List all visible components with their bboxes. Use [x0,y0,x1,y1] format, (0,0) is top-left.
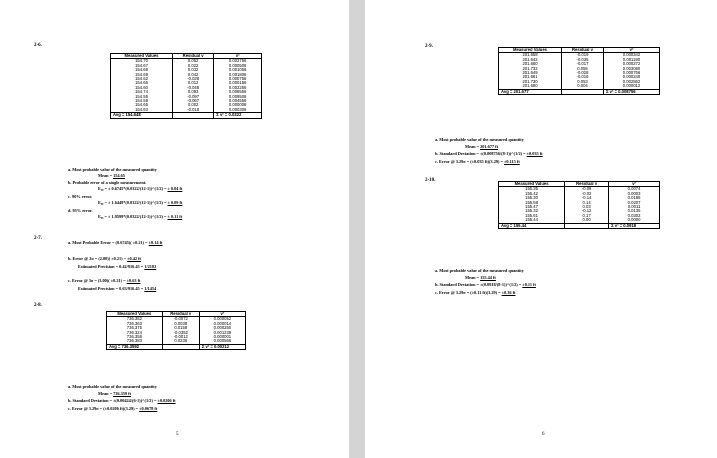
blank-cell [565,223,609,228]
table-cell: 154.62 [111,77,173,81]
line-answer: ± 0.04 ft [167,186,183,191]
table-cell: -0.12 [565,209,609,213]
table-cell: 0.0135 [609,209,660,213]
line-answer: ±0.115 ft [504,159,520,164]
line-answer: 1/1454 [144,286,157,291]
solution-line [68,240,162,245]
table-cell: 0.001190 [603,58,659,62]
table-cell: 0.000240 [603,75,659,79]
table-cell: -0.016 [562,75,604,79]
line-text: b. Standard Deviation = ±(0.00424/(6-1))^(1/2) = [68,398,158,403]
table-cell: 0.022 [173,64,214,68]
sum-cell: Σ v² = 0.008756 [603,89,659,94]
table-cell: 0.093 [173,90,214,94]
table-cell: 0.001806 [214,73,262,77]
table-cell: 0.0186 [609,196,660,200]
problem-number: 2-6. [34,43,42,48]
table-cell: 0.009506 [214,95,262,99]
line-answer: 736.359 ft [113,391,132,396]
table-cell: -0.035 [562,58,604,62]
solution-line [435,268,524,273]
table-cell: 155.44 [499,218,565,223]
table-cell: -0.0352 [162,331,199,335]
table-cell: 0.055 [562,67,604,71]
line-text: a. Most probable value of the measured quantity [435,268,524,273]
table-cell: -0.028 [173,77,214,81]
table-cell: 155.47 [499,205,565,209]
problem-number: 2-7. [34,236,42,241]
line-text: c. Error @ 3.29σ = (±0.035 ft)(3.29) = [435,159,505,164]
data-table [106,311,246,350]
table-cell: 0.000272 [603,62,659,66]
table-cell: 736.375 [107,326,163,330]
table-cell: -0.14 [565,196,609,200]
table-cell: 154.58 [111,99,173,103]
data-table [498,181,660,229]
table-cell: 154.69 [111,73,173,77]
line-answer: ±0.42 ft [127,256,141,261]
table-cell: 0.0038 [162,322,199,326]
table-cell: 201.642 [499,58,562,62]
table-cell: 155.32 [499,209,565,213]
table-cell: 0.0238 [162,339,199,344]
line-answer: ±0.14 ft [148,240,163,245]
table-cell: 154.55 [111,95,173,99]
table-cell: 0.000052 [199,317,245,322]
table-cell: 155.58 [499,201,565,205]
solution-line [465,144,498,149]
line-text: b. Error @ 2σ = (2.00)( ±0.21) = [68,256,128,261]
line-answer: 201.677 ft [480,144,499,149]
table-cell: 736.352 [107,317,163,322]
table-cell: 154.70 [111,59,173,64]
solution-line [98,391,131,396]
table-cell: -0.019 [562,53,604,58]
line-answer: ±0.035 ft [526,151,543,156]
table-cell: 201.730 [499,80,562,84]
solution-line [68,406,157,411]
table-cell: 736.383 [107,339,163,344]
table-cell: 0.002756 [214,59,262,64]
table-cell: 201.661 [499,75,562,79]
column-header: v² [214,54,262,59]
table-cell: 0.0000 [609,218,660,223]
solution-line [435,159,520,164]
summary-row [499,89,660,94]
table-cell: 0.0302 [609,214,660,218]
line-answer: ± 0.09 ft [167,200,183,205]
solution-line [435,282,536,287]
table-cell: 154.68 [111,68,173,72]
table-cell: 0.03 [565,205,609,209]
solution-line [68,167,157,172]
data-table [110,53,262,119]
solution-line [98,173,125,178]
table-cell: 0.004 [562,84,604,89]
data-table [498,47,660,95]
table-cell: 0.052 [173,59,214,64]
line-text: Mean = [98,173,114,178]
line-answer: ±0.63 ft [126,278,141,283]
solution-line [435,290,515,295]
solution-line [435,151,543,156]
table-cell: 0.0011 [609,205,660,209]
table-cell: 0.00 [565,218,609,223]
problem-number: 2-9. [425,44,433,49]
line-text: c. 90% error. [68,194,93,199]
column-header: Residual v [565,182,609,187]
line-text: a. Most probable value of the measured quantity [68,167,157,172]
table-cell: -0.0012 [162,335,199,339]
solution-line [98,214,182,219]
line-text: b. Standard Deviation = ±(0.0918/(8-1))^(1/2) = [435,282,523,287]
line-answer: ± 0.11 ft [167,214,183,219]
table-cell: -0.097 [173,95,214,99]
column-header: Residual v [562,48,604,53]
table-cell: 0.17 [565,214,609,218]
line-text: Estimated Precision = 0.42/916.45 = [78,264,145,269]
solution-line [68,384,157,389]
column-header: v² [603,48,659,53]
line-text: a. Most probable value of the measured quantity [68,384,157,389]
solution-line [68,208,93,213]
table-cell: 201.660 [499,62,562,66]
table-cell: 0.000756 [603,71,659,75]
solution-line [68,278,140,283]
table-cell: 155.35 [499,187,565,192]
table-cell: 0.0207 [609,201,660,205]
table-cell: 154.74 [111,90,173,94]
table-cell: 0.000566 [199,339,245,344]
table-cell: -0.017 [562,62,604,66]
table-cell: 0.042 [173,73,214,77]
table-cell: 155.30 [499,196,565,200]
table-cell: 0.000250 [199,326,245,330]
average-cell: Avg = 155.44 [499,223,565,228]
solution-line [68,180,146,185]
line-text: c. Error @ 3.29σ = (±0.11 ft)(3.29) = [435,290,502,295]
line-text: Mean = [98,391,114,396]
average-cell: Avg = 201.677 [499,89,562,94]
table-cell: -0.0072 [162,317,199,322]
page-number: 5 [176,432,179,437]
page-left [0,0,349,458]
table-cell: 736.358 [107,335,163,339]
line-answer: ±0.11 ft [522,282,536,287]
table-cell: 154.63 [111,108,173,113]
line-text: d. 95% error. [68,208,93,213]
table-cell: -0.09 [565,187,609,192]
table-cell: 0.053 [562,80,604,84]
line-text: Estimated Precision = 0.63/916.45 = [78,286,145,291]
table-cell: 0.0158 [162,326,199,330]
line-text: b. Standard Deviation = ±(0.008756/(8-1))^(1/2) = [435,151,527,156]
solution-line [435,137,524,142]
table-cell: -0.02 [565,192,609,196]
table-cell: 0.000006 [214,103,262,107]
blank-cell [562,89,604,94]
line-text: b. Probable error of a single measurement. [68,180,147,185]
line-text: Mean = [465,275,481,280]
table-cell: 0.000014 [199,322,245,326]
table-cell: 201.649 [499,71,562,75]
table-cell: 736.363 [107,322,163,326]
sum-cell: Σ v² = 0.00212 [199,344,245,349]
average-cell: Avg = 154.648 [111,113,173,118]
table-cell: 0.000012 [603,84,659,89]
table-cell: 201.732 [499,67,562,71]
solution-line [78,264,156,269]
table-cell: 0.000156 [214,81,262,85]
table-cell: 201.680 [499,84,562,89]
solution-line [78,286,156,291]
table-cell: 154.60 [111,86,173,90]
table-cell: 0.000001 [199,335,245,339]
table-cell: 736.324 [107,331,163,335]
table-cell: 155.42 [499,192,565,196]
table-cell: 0.0003 [609,192,660,196]
table-cell: 0.032 [173,68,214,72]
solution-line [68,398,176,403]
table-cell: 154.66 [111,81,173,85]
line-text: c. Error @ 3.29σ = (±0.0206 ft)(3.29) = [68,406,140,411]
table-cell: 0.002256 [214,86,262,90]
table-cell: 0.001239 [199,331,245,335]
average-cell: Avg = 736.3592 [107,344,163,349]
table-cell: 154.65 [111,103,173,107]
line-answer: 154.65 [113,173,125,178]
solution-line [465,275,496,280]
table-cell: 0.14 [565,201,609,205]
table-cell: 0.000756 [214,77,262,81]
line-text: a. Most Probable Error = (0.6745)( ±0.21) = [68,240,149,245]
column-header: Measured Values [111,54,173,59]
solution-line [98,200,182,205]
line-text: E₅₀ = ± 0.6745*(0.0322/(12-1))^(1/2) = [98,186,168,191]
table-cell: 0.002 [173,103,214,107]
table-cell: 154.67 [111,64,173,68]
table-cell: -0.067 [173,99,214,103]
line-text: Mean = [465,144,481,149]
table-cell: 0.000306 [214,108,262,113]
line-answer: ±0.0206 ft [157,398,176,403]
line-text: c. Error @ 3σ = (3.00)( ±0.21) = [68,278,127,283]
problem-number: 2-8. [34,303,42,308]
table-cell: 0.0074 [609,187,660,192]
column-header: Residual v [162,312,199,317]
table-cell: 0.004556 [214,99,262,103]
table-cell: 201.658 [499,53,562,58]
sum-cell: Σ v² = 0.0322 [214,113,262,118]
table-cell: 0.000342 [603,53,659,58]
solution-line [68,256,141,261]
table-cell: 0.002862 [603,80,659,84]
line-answer: ±0.36 ft [501,290,516,295]
table-cell: 0.000506 [214,64,262,68]
column-header: Measured Values [499,182,565,187]
line-answer: 1/2182 [144,264,157,269]
table-cell: -0.048 [173,86,214,90]
page-number: 6 [542,432,545,437]
line-text: a. Most probable value of the measured quantity [435,137,524,142]
page-right [365,0,717,458]
solution-line [98,186,182,191]
table-cell: 0.003080 [603,67,659,71]
column-header: Residual v [173,54,214,59]
line-answer: 155.44 ft [480,275,496,280]
blank-cell [162,344,199,349]
table-cell: 0.012 [173,81,214,85]
summary-row [107,344,246,349]
summary-row [111,113,262,118]
blank-cell [173,113,214,118]
column-header: Measured Values [499,48,562,53]
column-header: v² [609,182,660,187]
table-cell: -0.028 [562,71,604,75]
line-answer: ±0.0678 ft [139,406,158,411]
line-text: E₉₀ = ± 1.6449*(0.0322/(12-1))^(1/2) = [98,200,168,205]
column-header: Measured Values [107,312,163,317]
column-header: v² [199,312,245,317]
table-cell: 0.008556 [214,90,262,94]
line-text: E₉₅ = ± 1.9599*(0.0322/(12-1))^(1/2) = [98,214,168,219]
table-cell: 155.61 [499,214,565,218]
table-cell: -0.018 [173,108,214,113]
summary-row [499,223,660,228]
table-cell: 0.001056 [214,68,262,72]
sum-cell: Σ v² = 0.0918 [609,223,660,228]
solution-line [68,194,92,199]
problem-number: 2-10. [425,178,436,183]
